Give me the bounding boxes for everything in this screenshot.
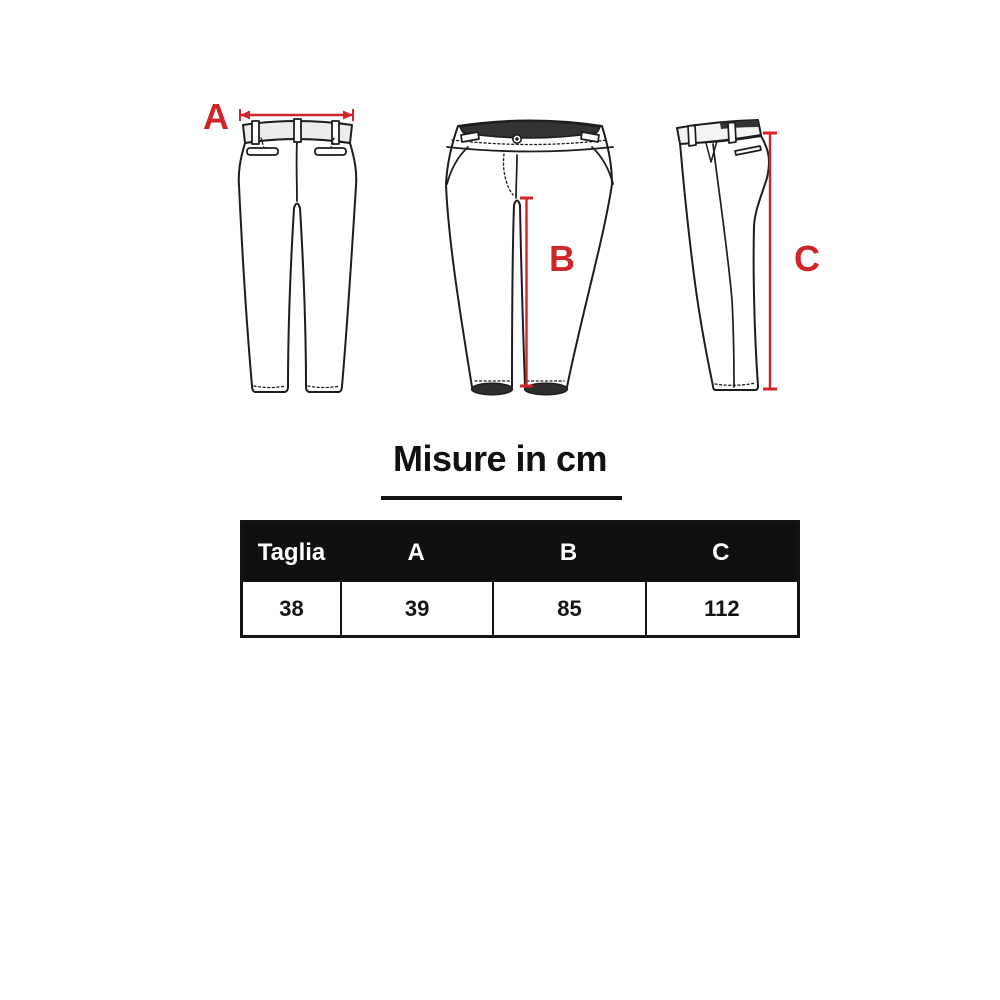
measure-a-label: A <box>203 96 229 137</box>
size-table <box>240 520 800 638</box>
cell-a-value: 39 <box>340 582 492 635</box>
pants-side-view <box>677 120 769 390</box>
pants-front-view <box>446 121 613 395</box>
measure-c-label: C <box>794 238 820 279</box>
header-cell-c: C <box>712 538 730 566</box>
header-cell-a: A <box>407 538 425 566</box>
waistband-inner <box>460 121 600 138</box>
cell-c-value: 112 <box>645 582 797 635</box>
measure-b-label: B <box>549 238 575 279</box>
size-table-row <box>243 582 797 635</box>
cell-taglia-value: 38 <box>279 595 304 621</box>
header-cell-b: B <box>559 538 578 566</box>
size-table-header-row <box>243 523 797 582</box>
header-cell-taglia: Taglia <box>257 538 326 566</box>
pants-back-view <box>239 119 357 392</box>
pants-front-view-drawing <box>430 98 630 408</box>
hem-cuffs <box>472 383 568 395</box>
pants-back-view-drawing <box>195 98 380 408</box>
button <box>513 135 521 143</box>
cell-b-value: 85 <box>492 582 644 635</box>
title-underline <box>381 496 622 500</box>
size-chart-title: Misure in cm <box>392 438 608 479</box>
